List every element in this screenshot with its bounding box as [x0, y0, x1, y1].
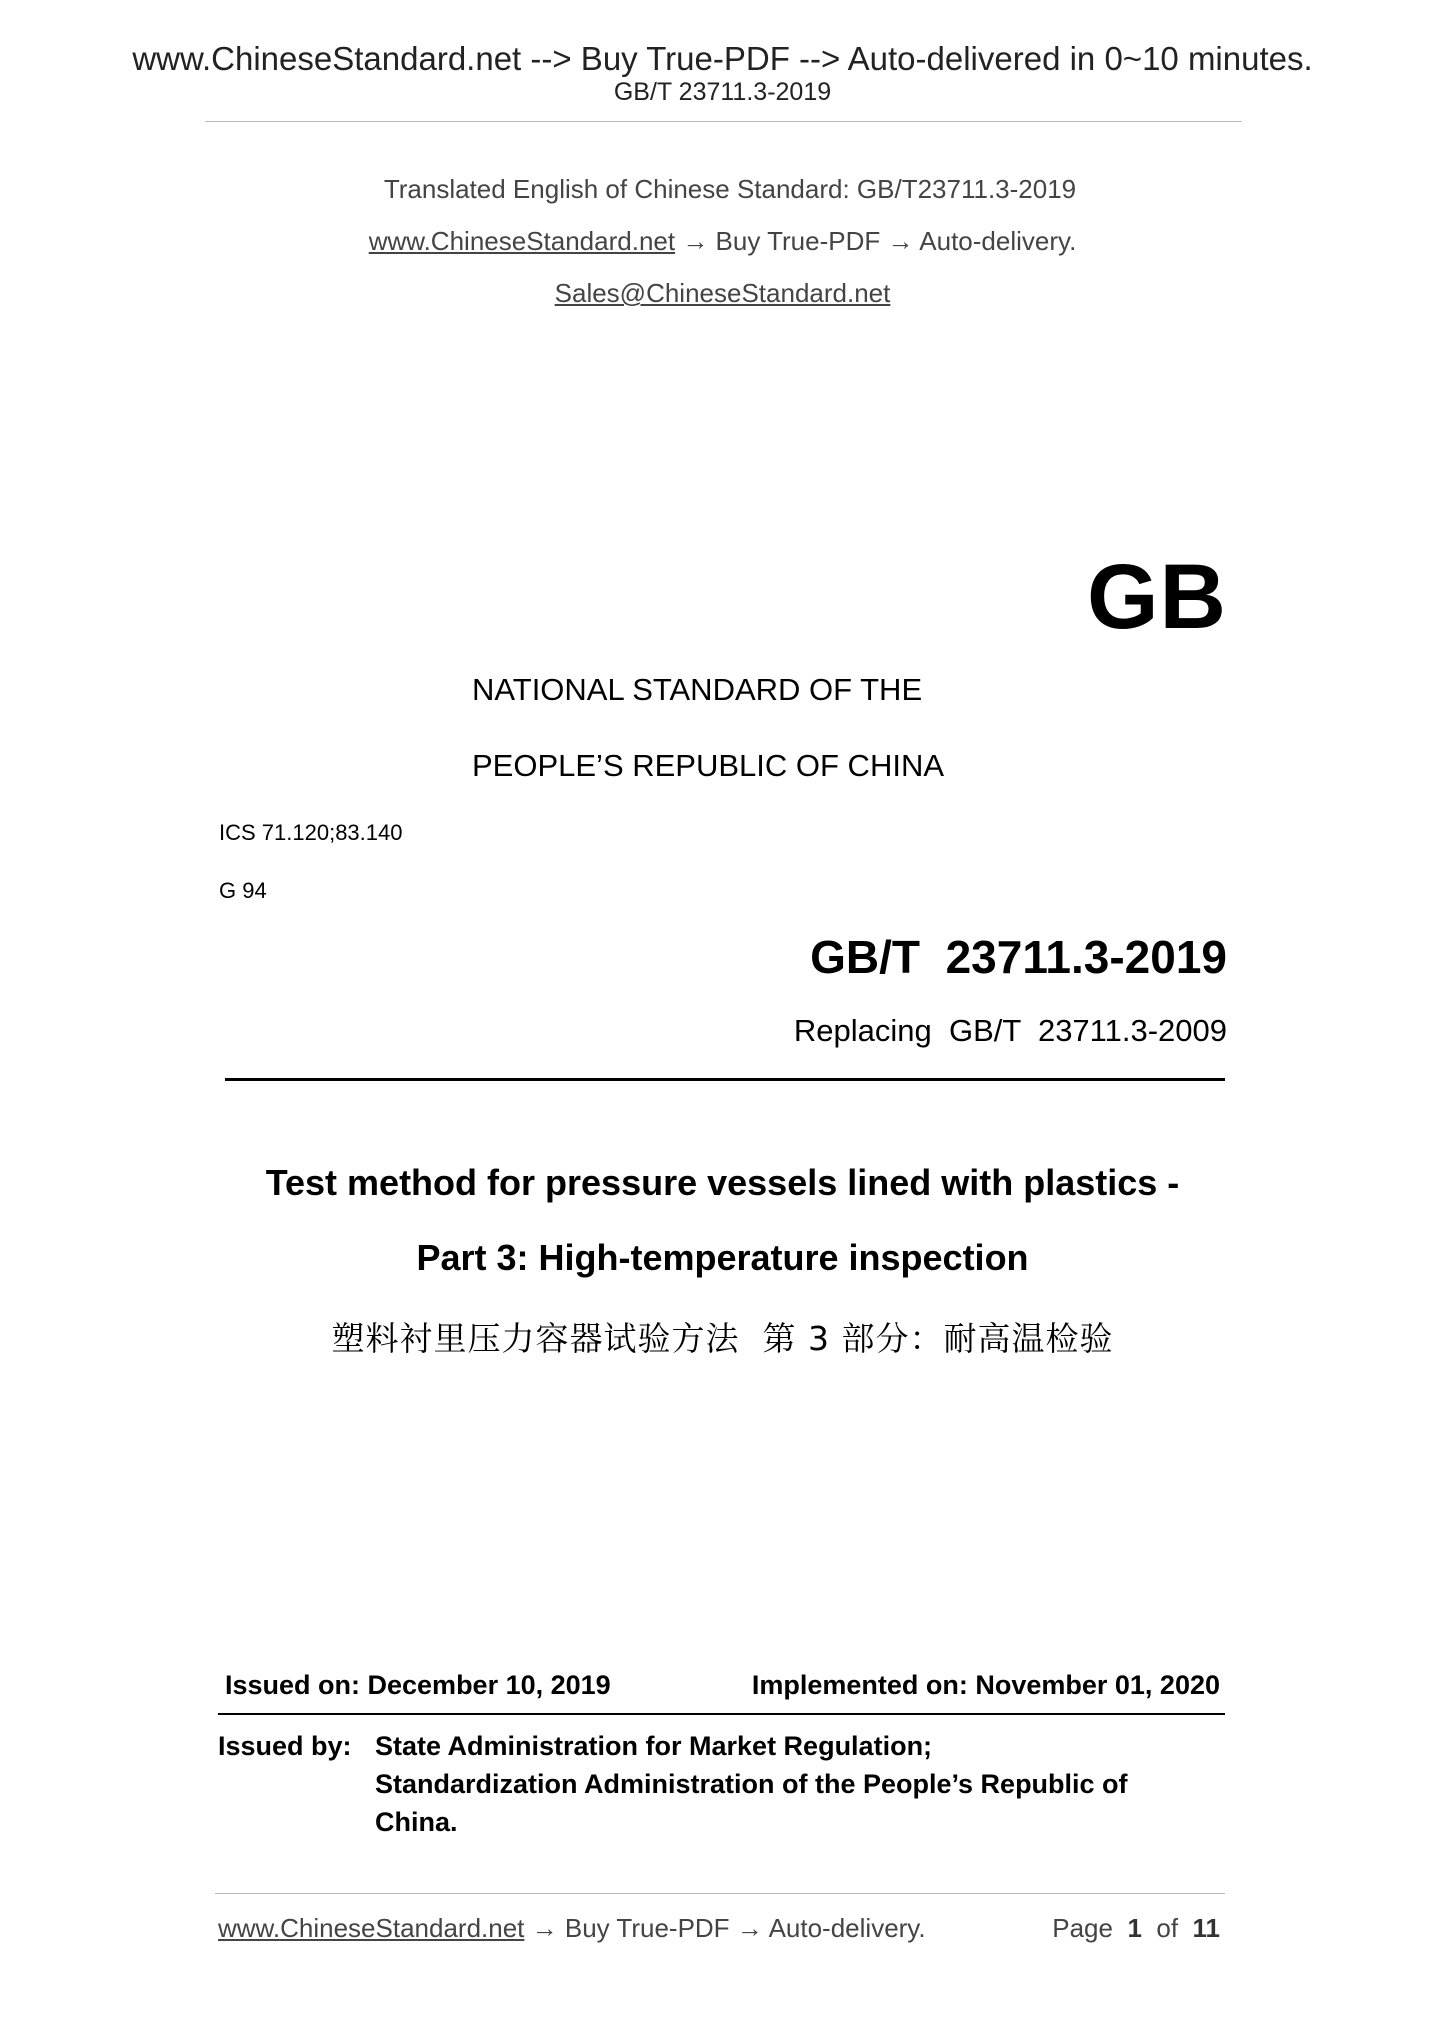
classification-code: G 94 — [219, 878, 267, 903]
title-divider — [225, 1078, 1225, 1081]
page-of-label: of — [1156, 1913, 1179, 1943]
footer-site-rest: → Buy True-PDF → Auto-delivery. — [524, 1913, 926, 1943]
title-line2: Part 3: High-temperature inspection — [416, 1237, 1029, 1278]
page-indicator — [1052, 1913, 1220, 1944]
site-line — [0, 226, 1445, 257]
title-line1: Test method for pressure vessels lined with plastics - — [265, 1162, 1180, 1203]
dates-divider — [218, 1713, 1225, 1715]
footer-site-link[interactable]: www.ChineseStandard.net — [218, 1913, 525, 1943]
national-standard-line1: NATIONAL STANDARD OF THE — [472, 672, 923, 707]
footer-site-line — [218, 1913, 926, 1944]
gb-logo: GB — [1087, 546, 1227, 648]
issuer-line2: Standardization Administration of the People’s Republic of — [375, 1769, 1128, 1799]
sales-email-link[interactable]: Sales@ChineseStandard.net — [554, 278, 891, 308]
issued-by-block — [218, 1727, 1238, 1841]
title-chinese: 塑料衬里压力容器试验方法 第 3 部分：耐高温检验 — [331, 1319, 1114, 1358]
page-label: Page — [1052, 1913, 1113, 1943]
national-standard-line2: PEOPLE’S REPUBLIC OF CHINA — [472, 748, 945, 783]
implemented-on-date: Implemented on: November 01, 2020 — [751, 1670, 1220, 1700]
header-divider — [205, 121, 1242, 122]
page-total: 11 — [1192, 1913, 1220, 1943]
issued-by-label: Issued by: — [218, 1731, 352, 1761]
standard-code: GB/T 23711.3-2019 — [810, 931, 1227, 983]
footer-divider — [215, 1893, 1225, 1894]
translated-line: Translated English of Chinese Standard: GB/T23711.3-2019 — [383, 174, 1077, 204]
page-current: 1 — [1127, 1913, 1142, 1943]
ics-code: ICS 71.120;83.140 — [219, 820, 403, 845]
top-banner: www.ChineseStandard.net --> Buy True-PDF --> Auto-delivered in 0~10 minutes. — [132, 40, 1313, 77]
issuer-line1: State Administration for Market Regulation; — [375, 1731, 933, 1761]
issued-on-date: Issued on: December 10, 2019 — [225, 1670, 611, 1700]
site-link[interactable]: www.ChineseStandard.net — [368, 226, 676, 256]
header-standard-code: GB/T 23711.3-2019 — [613, 78, 832, 106]
sales-line — [0, 278, 1445, 309]
site-line-rest: → Buy True-PDF → Auto-delivery. — [675, 226, 1077, 256]
issuer-line3: China. — [375, 1807, 458, 1837]
replacing-code: Replacing GB/T 23711.3-2009 — [793, 1013, 1227, 1048]
